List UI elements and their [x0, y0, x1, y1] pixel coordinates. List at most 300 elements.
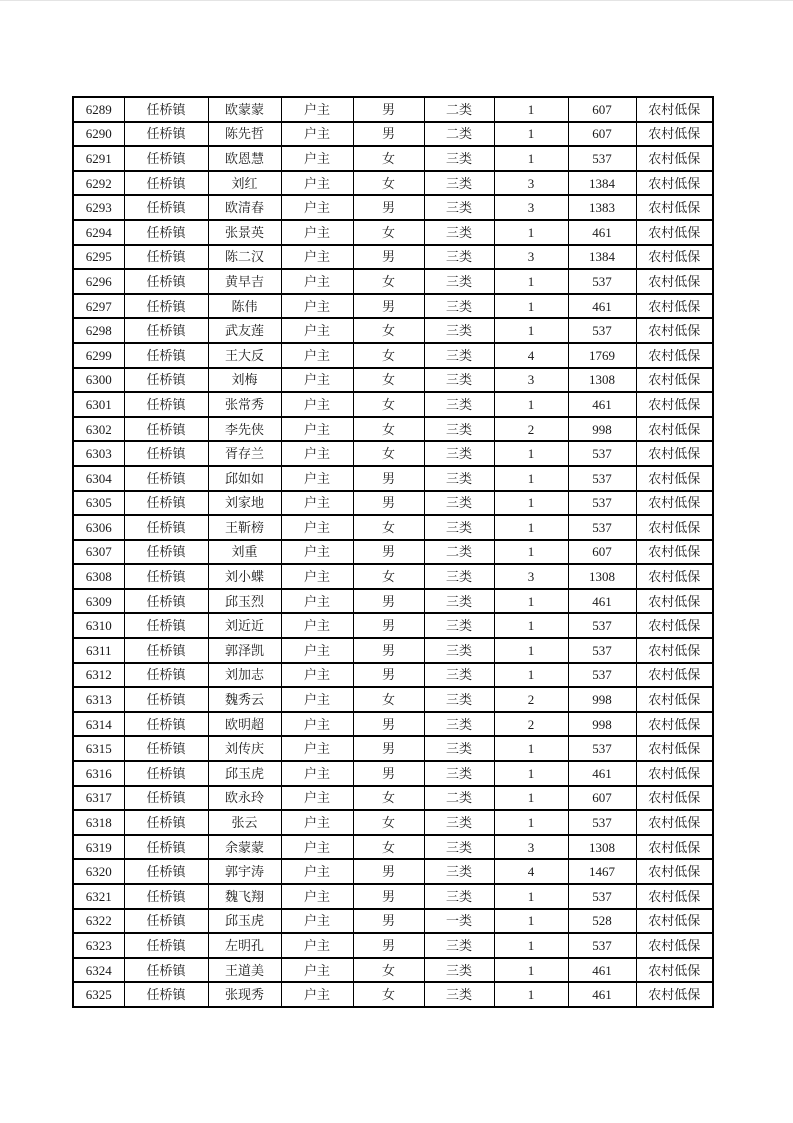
cell-serial-number: 6297 [73, 294, 124, 319]
cell-town: 任桥镇 [124, 687, 208, 712]
cell-town: 任桥镇 [124, 982, 208, 1007]
cell-serial-number: 6317 [73, 786, 124, 811]
cell-welfare-type: 农村低保 [636, 171, 713, 196]
cell-name: 刘重 [208, 540, 281, 565]
cell-town: 任桥镇 [124, 195, 208, 220]
cell-name: 欧蒙蒙 [208, 97, 281, 122]
cell-relation: 户主 [281, 958, 353, 983]
table-row [73, 835, 713, 860]
cell-town: 任桥镇 [124, 171, 208, 196]
table-row [73, 933, 713, 958]
cell-town: 任桥镇 [124, 736, 208, 761]
cell-relation: 户主 [281, 663, 353, 688]
cell-category: 三类 [424, 564, 494, 589]
cell-town: 任桥镇 [124, 343, 208, 368]
cell-relation: 户主 [281, 540, 353, 565]
cell-name: 邱玉虎 [208, 761, 281, 786]
table-row [73, 761, 713, 786]
cell-serial-number: 6307 [73, 540, 124, 565]
cell-name: 武友莲 [208, 318, 281, 343]
table-row [73, 171, 713, 196]
cell-relation: 户主 [281, 761, 353, 786]
cell-serial-number: 6309 [73, 589, 124, 614]
cell-gender: 男 [353, 294, 424, 319]
table-row [73, 515, 713, 540]
cell-relation: 户主 [281, 613, 353, 638]
cell-amount: 607 [568, 97, 636, 122]
cell-serial-number: 6325 [73, 982, 124, 1007]
cell-town: 任桥镇 [124, 466, 208, 491]
cell-welfare-type: 农村低保 [636, 245, 713, 270]
cell-name: 刘小蝶 [208, 564, 281, 589]
table-row [73, 810, 713, 835]
cell-category: 三类 [424, 195, 494, 220]
cell-category: 三类 [424, 835, 494, 860]
cell-person-count: 2 [494, 687, 568, 712]
cell-welfare-type: 农村低保 [636, 220, 713, 245]
table-row [73, 269, 713, 294]
cell-welfare-type: 农村低保 [636, 97, 713, 122]
cell-relation: 户主 [281, 220, 353, 245]
cell-town: 任桥镇 [124, 810, 208, 835]
cell-town: 任桥镇 [124, 933, 208, 958]
table-row [73, 736, 713, 761]
cell-town: 任桥镇 [124, 835, 208, 860]
cell-category: 三类 [424, 146, 494, 171]
cell-gender: 女 [353, 564, 424, 589]
cell-amount: 1769 [568, 343, 636, 368]
cell-town: 任桥镇 [124, 491, 208, 516]
cell-relation: 户主 [281, 810, 353, 835]
cell-serial-number: 6315 [73, 736, 124, 761]
cell-relation: 户主 [281, 417, 353, 442]
cell-name: 欧恩慧 [208, 146, 281, 171]
cell-serial-number: 6321 [73, 884, 124, 909]
cell-relation: 户主 [281, 712, 353, 737]
cell-welfare-type: 农村低保 [636, 638, 713, 663]
cell-gender: 男 [353, 589, 424, 614]
cell-category: 三类 [424, 441, 494, 466]
cell-gender: 女 [353, 343, 424, 368]
table-row [73, 417, 713, 442]
cell-person-count: 1 [494, 146, 568, 171]
cell-name: 邱玉虎 [208, 909, 281, 934]
cell-welfare-type: 农村低保 [636, 343, 713, 368]
cell-gender: 男 [353, 245, 424, 270]
cell-town: 任桥镇 [124, 220, 208, 245]
cell-name: 刘家地 [208, 491, 281, 516]
table-body [73, 97, 713, 1007]
cell-serial-number: 6303 [73, 441, 124, 466]
cell-category: 三类 [424, 318, 494, 343]
cell-gender: 女 [353, 786, 424, 811]
cell-category: 三类 [424, 589, 494, 614]
cell-town: 任桥镇 [124, 417, 208, 442]
cell-name: 欧明超 [208, 712, 281, 737]
cell-town: 任桥镇 [124, 368, 208, 393]
cell-gender: 男 [353, 933, 424, 958]
cell-welfare-type: 农村低保 [636, 712, 713, 737]
cell-person-count: 1 [494, 786, 568, 811]
cell-person-count: 1 [494, 663, 568, 688]
cell-gender: 女 [353, 441, 424, 466]
cell-serial-number: 6313 [73, 687, 124, 712]
cell-name: 张现秀 [208, 982, 281, 1007]
table-row [73, 392, 713, 417]
cell-category: 一类 [424, 909, 494, 934]
cell-name: 陈先哲 [208, 122, 281, 147]
cell-welfare-type: 农村低保 [636, 515, 713, 540]
cell-town: 任桥镇 [124, 859, 208, 884]
cell-town: 任桥镇 [124, 613, 208, 638]
cell-serial-number: 6290 [73, 122, 124, 147]
cell-relation: 户主 [281, 884, 353, 909]
cell-relation: 户主 [281, 146, 353, 171]
cell-relation: 户主 [281, 294, 353, 319]
cell-relation: 户主 [281, 786, 353, 811]
cell-category: 三类 [424, 515, 494, 540]
cell-person-count: 2 [494, 712, 568, 737]
cell-gender: 女 [353, 171, 424, 196]
cell-name: 张云 [208, 810, 281, 835]
cell-name: 刘传庆 [208, 736, 281, 761]
cell-relation: 户主 [281, 171, 353, 196]
cell-serial-number: 6311 [73, 638, 124, 663]
cell-category: 三类 [424, 368, 494, 393]
cell-town: 任桥镇 [124, 441, 208, 466]
cell-welfare-type: 农村低保 [636, 687, 713, 712]
cell-welfare-type: 农村低保 [636, 884, 713, 909]
cell-amount: 1384 [568, 245, 636, 270]
cell-relation: 户主 [281, 687, 353, 712]
cell-gender: 女 [353, 982, 424, 1007]
cell-category: 三类 [424, 245, 494, 270]
cell-category: 三类 [424, 958, 494, 983]
cell-name: 郭泽凯 [208, 638, 281, 663]
cell-gender: 女 [353, 392, 424, 417]
cell-serial-number: 6293 [73, 195, 124, 220]
cell-welfare-type: 农村低保 [636, 195, 713, 220]
cell-gender: 男 [353, 491, 424, 516]
table-row [73, 122, 713, 147]
cell-amount: 607 [568, 540, 636, 565]
cell-town: 任桥镇 [124, 786, 208, 811]
cell-category: 三类 [424, 417, 494, 442]
cell-person-count: 4 [494, 859, 568, 884]
cell-person-count: 1 [494, 294, 568, 319]
cell-amount: 537 [568, 933, 636, 958]
cell-gender: 男 [353, 663, 424, 688]
cell-name: 陈二汉 [208, 245, 281, 270]
cell-person-count: 1 [494, 441, 568, 466]
cell-person-count: 1 [494, 884, 568, 909]
cell-category: 三类 [424, 466, 494, 491]
cell-gender: 男 [353, 736, 424, 761]
cell-relation: 户主 [281, 368, 353, 393]
cell-amount: 1383 [568, 195, 636, 220]
cell-category: 三类 [424, 761, 494, 786]
cell-gender: 男 [353, 859, 424, 884]
cell-amount: 537 [568, 466, 636, 491]
cell-name: 左明孔 [208, 933, 281, 958]
cell-town: 任桥镇 [124, 884, 208, 909]
cell-welfare-type: 农村低保 [636, 589, 713, 614]
table-row [73, 294, 713, 319]
cell-town: 任桥镇 [124, 122, 208, 147]
cell-welfare-type: 农村低保 [636, 294, 713, 319]
cell-town: 任桥镇 [124, 589, 208, 614]
table-row [73, 318, 713, 343]
cell-town: 任桥镇 [124, 269, 208, 294]
cell-person-count: 1 [494, 515, 568, 540]
cell-gender: 女 [353, 958, 424, 983]
cell-welfare-type: 农村低保 [636, 909, 713, 934]
cell-serial-number: 6298 [73, 318, 124, 343]
cell-person-count: 1 [494, 613, 568, 638]
cell-welfare-type: 农村低保 [636, 392, 713, 417]
cell-amount: 998 [568, 712, 636, 737]
cell-gender: 男 [353, 884, 424, 909]
cell-gender: 女 [353, 835, 424, 860]
cell-category: 三类 [424, 220, 494, 245]
cell-amount: 537 [568, 318, 636, 343]
cell-person-count: 1 [494, 97, 568, 122]
cell-town: 任桥镇 [124, 958, 208, 983]
cell-person-count: 1 [494, 638, 568, 663]
cell-gender: 女 [353, 687, 424, 712]
cell-person-count: 1 [494, 958, 568, 983]
cell-serial-number: 6296 [73, 269, 124, 294]
cell-serial-number: 6291 [73, 146, 124, 171]
cell-person-count: 1 [494, 761, 568, 786]
table-row [73, 146, 713, 171]
cell-person-count: 3 [494, 245, 568, 270]
cell-serial-number: 6310 [73, 613, 124, 638]
cell-gender: 男 [353, 97, 424, 122]
cell-category: 二类 [424, 786, 494, 811]
cell-gender: 女 [353, 810, 424, 835]
cell-relation: 户主 [281, 269, 353, 294]
cell-relation: 户主 [281, 441, 353, 466]
cell-category: 三类 [424, 687, 494, 712]
cell-name: 余蒙蒙 [208, 835, 281, 860]
table-row [73, 638, 713, 663]
cell-serial-number: 6304 [73, 466, 124, 491]
cell-relation: 户主 [281, 564, 353, 589]
cell-serial-number: 6292 [73, 171, 124, 196]
table-row [73, 859, 713, 884]
cell-amount: 537 [568, 663, 636, 688]
cell-gender: 男 [353, 909, 424, 934]
cell-name: 王大反 [208, 343, 281, 368]
cell-welfare-type: 农村低保 [636, 761, 713, 786]
cell-serial-number: 6319 [73, 835, 124, 860]
cell-relation: 户主 [281, 97, 353, 122]
cell-town: 任桥镇 [124, 245, 208, 270]
table-row [73, 195, 713, 220]
cell-category: 二类 [424, 540, 494, 565]
cell-serial-number: 6295 [73, 245, 124, 270]
cell-name: 邱玉烈 [208, 589, 281, 614]
cell-person-count: 3 [494, 171, 568, 196]
cell-category: 三类 [424, 982, 494, 1007]
cell-serial-number: 6305 [73, 491, 124, 516]
cell-category: 三类 [424, 613, 494, 638]
cell-person-count: 1 [494, 540, 568, 565]
cell-amount: 537 [568, 269, 636, 294]
cell-serial-number: 6316 [73, 761, 124, 786]
cell-serial-number: 6306 [73, 515, 124, 540]
cell-amount: 998 [568, 417, 636, 442]
cell-relation: 户主 [281, 589, 353, 614]
cell-serial-number: 6308 [73, 564, 124, 589]
cell-serial-number: 6302 [73, 417, 124, 442]
table-row [73, 958, 713, 983]
table-row [73, 343, 713, 368]
table-row [73, 466, 713, 491]
cell-name: 刘近近 [208, 613, 281, 638]
cell-person-count: 3 [494, 835, 568, 860]
cell-category: 三类 [424, 712, 494, 737]
cell-welfare-type: 农村低保 [636, 810, 713, 835]
cell-welfare-type: 农村低保 [636, 417, 713, 442]
cell-serial-number: 6294 [73, 220, 124, 245]
cell-person-count: 1 [494, 933, 568, 958]
cell-relation: 户主 [281, 318, 353, 343]
cell-welfare-type: 农村低保 [636, 122, 713, 147]
cell-welfare-type: 农村低保 [636, 859, 713, 884]
cell-welfare-type: 农村低保 [636, 663, 713, 688]
cell-relation: 户主 [281, 122, 353, 147]
cell-welfare-type: 农村低保 [636, 540, 713, 565]
cell-gender: 男 [353, 540, 424, 565]
cell-serial-number: 6300 [73, 368, 124, 393]
table-row [73, 712, 713, 737]
cell-person-count: 4 [494, 343, 568, 368]
cell-gender: 男 [353, 613, 424, 638]
cell-person-count: 3 [494, 195, 568, 220]
cell-person-count: 1 [494, 466, 568, 491]
cell-name: 胥存兰 [208, 441, 281, 466]
cell-relation: 户主 [281, 933, 353, 958]
cell-category: 三类 [424, 859, 494, 884]
cell-category: 三类 [424, 491, 494, 516]
cell-person-count: 1 [494, 909, 568, 934]
cell-relation: 户主 [281, 982, 353, 1007]
cell-category: 三类 [424, 810, 494, 835]
table-row [73, 687, 713, 712]
cell-serial-number: 6301 [73, 392, 124, 417]
cell-name: 魏飞翔 [208, 884, 281, 909]
cell-name: 王道美 [208, 958, 281, 983]
cell-amount: 537 [568, 441, 636, 466]
table-row [73, 663, 713, 688]
cell-category: 二类 [424, 97, 494, 122]
cell-gender: 女 [353, 146, 424, 171]
cell-name: 刘加志 [208, 663, 281, 688]
cell-relation: 户主 [281, 736, 353, 761]
cell-welfare-type: 农村低保 [636, 933, 713, 958]
cell-town: 任桥镇 [124, 146, 208, 171]
cell-amount: 528 [568, 909, 636, 934]
cell-serial-number: 6324 [73, 958, 124, 983]
cell-town: 任桥镇 [124, 564, 208, 589]
cell-amount: 461 [568, 589, 636, 614]
cell-amount: 461 [568, 392, 636, 417]
cell-gender: 女 [353, 269, 424, 294]
cell-person-count: 1 [494, 122, 568, 147]
table-row [73, 982, 713, 1007]
cell-amount: 461 [568, 220, 636, 245]
cell-amount: 998 [568, 687, 636, 712]
cell-relation: 户主 [281, 859, 353, 884]
table-row [73, 613, 713, 638]
cell-relation: 户主 [281, 491, 353, 516]
cell-gender: 男 [353, 712, 424, 737]
table-row [73, 589, 713, 614]
cell-relation: 户主 [281, 515, 353, 540]
cell-person-count: 1 [494, 982, 568, 1007]
cell-welfare-type: 农村低保 [636, 982, 713, 1007]
cell-town: 任桥镇 [124, 294, 208, 319]
cell-serial-number: 6322 [73, 909, 124, 934]
table-row [73, 97, 713, 122]
cell-welfare-type: 农村低保 [636, 786, 713, 811]
cell-relation: 户主 [281, 638, 353, 663]
cell-name: 邱如如 [208, 466, 281, 491]
cell-name: 张景英 [208, 220, 281, 245]
table-row [73, 909, 713, 934]
cell-category: 二类 [424, 122, 494, 147]
cell-person-count: 1 [494, 810, 568, 835]
cell-serial-number: 6318 [73, 810, 124, 835]
table-row [73, 441, 713, 466]
cell-name: 欧永玲 [208, 786, 281, 811]
cell-gender: 女 [353, 515, 424, 540]
cell-gender: 男 [353, 761, 424, 786]
cell-amount: 1467 [568, 859, 636, 884]
cell-amount: 537 [568, 810, 636, 835]
cell-town: 任桥镇 [124, 318, 208, 343]
cell-name: 刘梅 [208, 368, 281, 393]
cell-person-count: 1 [494, 392, 568, 417]
cell-amount: 1308 [568, 564, 636, 589]
cell-name: 李先侠 [208, 417, 281, 442]
cell-category: 三类 [424, 269, 494, 294]
cell-welfare-type: 农村低保 [636, 491, 713, 516]
cell-town: 任桥镇 [124, 638, 208, 663]
cell-relation: 户主 [281, 245, 353, 270]
cell-welfare-type: 农村低保 [636, 269, 713, 294]
cell-relation: 户主 [281, 343, 353, 368]
cell-category: 三类 [424, 884, 494, 909]
cell-town: 任桥镇 [124, 392, 208, 417]
cell-person-count: 1 [494, 318, 568, 343]
cell-gender: 男 [353, 195, 424, 220]
table-row [73, 245, 713, 270]
cell-person-count: 1 [494, 589, 568, 614]
cell-category: 三类 [424, 171, 494, 196]
cell-category: 三类 [424, 294, 494, 319]
cell-welfare-type: 农村低保 [636, 466, 713, 491]
cell-gender: 女 [353, 220, 424, 245]
table-row [73, 491, 713, 516]
cell-amount: 537 [568, 146, 636, 171]
cell-person-count: 1 [494, 269, 568, 294]
cell-town: 任桥镇 [124, 909, 208, 934]
cell-category: 三类 [424, 933, 494, 958]
cell-amount: 607 [568, 122, 636, 147]
